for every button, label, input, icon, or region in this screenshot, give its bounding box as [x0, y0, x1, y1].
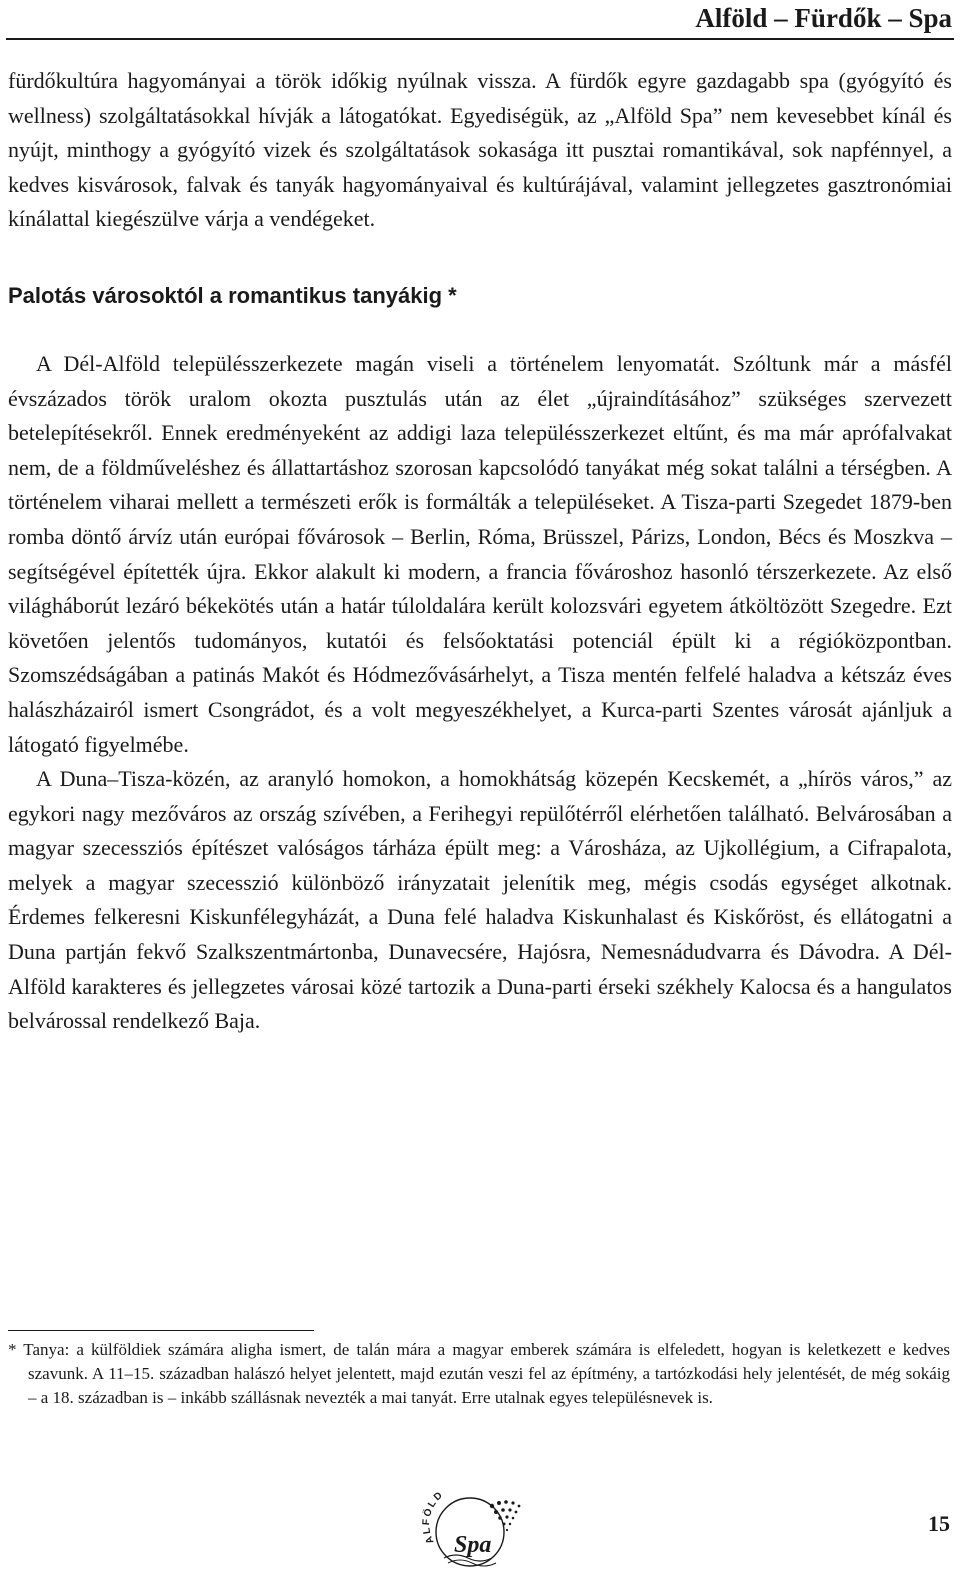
intro-paragraph: fürdőkultúra hagyományai a török időkig nyúlnak vissza. A fürdők egyre gazdagabb spa (gyógyító és wellness) szolgáltatásokkal hívják a látogatókat. Egyediségük, az „Alföld Spa” nem kevesebbet kínál és nyújt, minthogy a gyógyító vizek és szolgáltatások sokasága itt pusztai romantikával, sok napfénnyel, a kedves kisvárosok, falvak és tanyák hagyományaival és kultúrájával, valamint jellegzetes gasztronómiai kínálattal kiegészülve várja a vendégeket. [8, 68, 952, 232]
header-divider [6, 38, 954, 40]
footnote: * Tanya: a külföldiek számára aligha ismert, de talán mára a magyar emberek számára is elfeledett, hogyan is keletkezett e kedves szavunk. A 11–15. században halászó helyet jelentett, majd ezután veszi fel az építmény, a tartózkodási hely jelentését, de még sokáig – a 18. században is – inkább szállásnak nevezték a mai tanyát. Erre utalnak egyes településnevek is. [8, 1340, 950, 1407]
page-number: 15 [928, 1511, 950, 1536]
body-paragraph-1: A Dél-Alföld településszerkezete magán viseli a történelem lenyomatát. Szóltunk már a másfél évszázados török uralom okozta pusztulás után az élet „újraindításához” szükséges szervezett betelepítésekről. Ennek eredményeként az addigi laza településszerkezet eltűnt, és ma már aprófalvakat nem, de a földműveléshez és állattartáshoz szorosan kapcsolódó tanyákat még sokat találni a térségben. A történelem viharai mellett a természeti erők is formálták a településeket. A Tisza-parti Szegedet 1879-ben romba döntő árvíz után európai fővárosok – Berlin, Róma, Brüsszel, Párizs, London, Bécs és Moszkva – segítségével építették újra. Ekkor alakult ki modern, a francia fővároshoz hasonló térszerkezete. Az első világháborút lezáró békekötés után a határ túloldalára került kolozsvári egyetem átköltözött Szegedre. Ezt követően jelentős tudományos, kutatói és felsőoktatási potenciál épült ki a régióközpontban. Szomszédságában a patinás Makót és Hódmezővásárhelyt, a Tisza mentén felfelé haladva a kétszáz éves halászházairól ismert Csongrádot, és a volt megyeszékhelyet, a Kurca-parti Szentes városát ajánljuk a látogató figyelmébe. [8, 350, 952, 757]
body-paragraph-2: A Duna–Tisza-közén, az aranyló homokon, a homokhátság közepén Kecskemét, a „hírös város,” az egykori nagy mezőváros az ország szívében, a Ferihegyi repülőtérről elérhetően található. Belvárosában a magyar szecessziós építészet valóságos tárháza épült meg: a Városháza, az Ujkollégium, a Cifrapalota, melyek a magyar szecesszió különböző irányzatait jelenítik meg, mégis csodás egységet alkotnak. Érdemes felkeresni Kiskunfélegyházát, a Duna felé haladva Kiskunhalast és Kiskőröst, és ellátogatni a Duna partján fekvő Szalkszentmártonba, Dunavecsére, Hajósra, Nemesnádudvarra és Dávodra. A Dél-Alföld karakteres és jellegzetes városai közé tartozik a Duna-parti érseki székhely Kalocsa és a hangulatos belvárossal rendelkező Baja. [8, 766, 952, 1034]
logo-arc-text: ALFÖLD [421, 1488, 447, 1546]
running-header-title: Alföld – Fürdők – Spa [695, 3, 952, 33]
footnote-divider [8, 1330, 314, 1331]
svg-text:ALFÖLD [420, 1489, 446, 1545]
alfold-spa-logo-icon [420, 1484, 540, 1570]
alfold-spa-logo-graphic [420, 1484, 540, 1570]
section-heading: Palotás városoktól a romantikus tanyákig * [8, 282, 457, 308]
logo-script-text: Spa [454, 1532, 492, 1558]
main-text-column [8, 64, 952, 1039]
